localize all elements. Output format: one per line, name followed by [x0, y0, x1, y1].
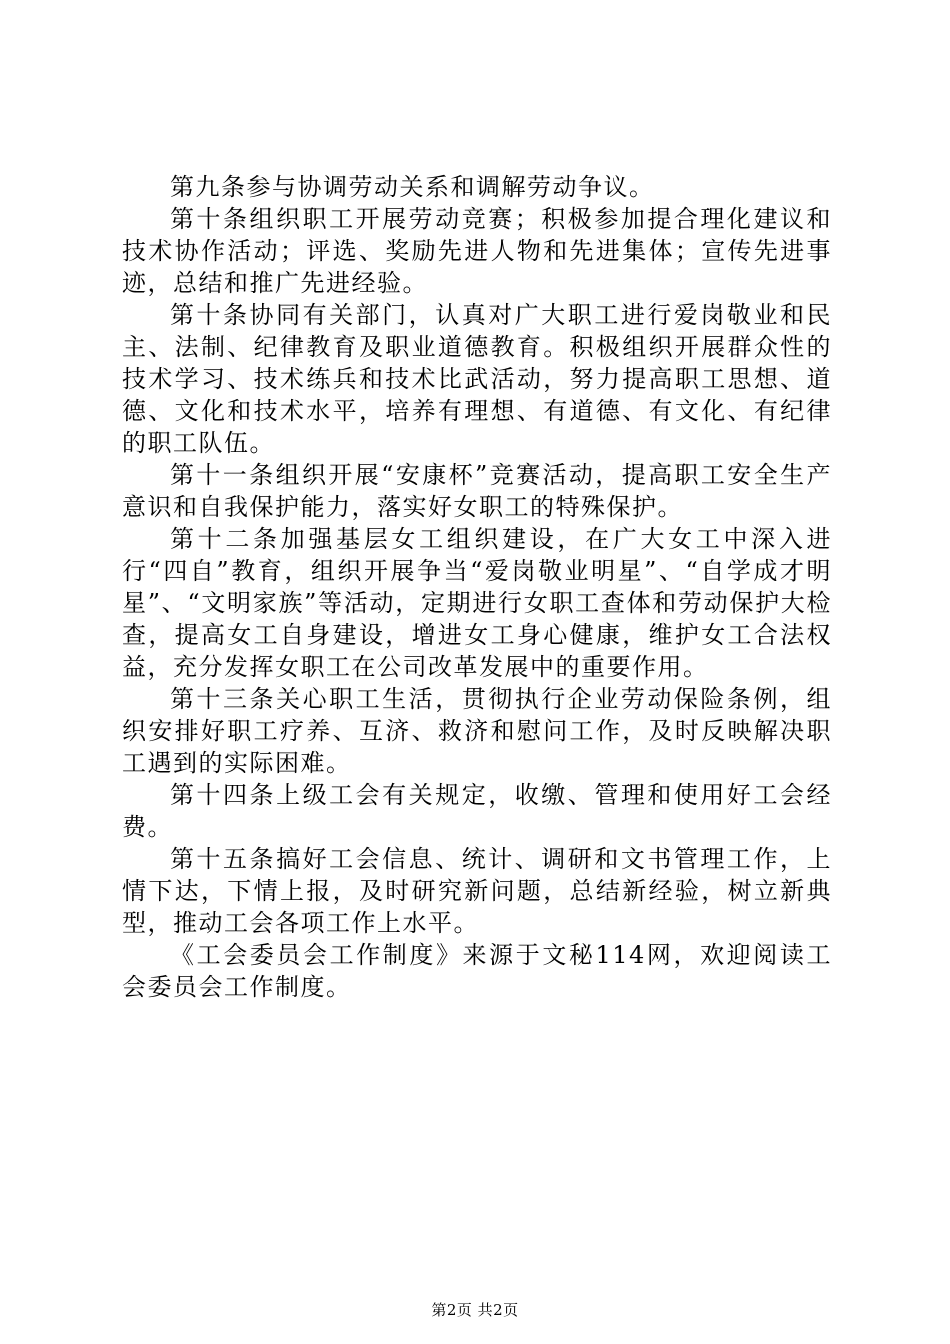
document-body: [122, 171, 832, 1003]
paragraph-article-13: 第十三条关心职工生活，贯彻执行企业劳动保险条例，组织安排好职工疗养、互济、救济和慰问工作，及时反映解决职工遇到的实际困难。: [122, 685, 832, 777]
paragraph-article-9: 第九条参与协调劳动关系和调解劳动争议。: [170, 173, 655, 201]
paragraph-article-10-competition: 第十条组织职工开展劳动竞赛；积极参加提合理化建议和技术协作活动；评选、奖励先进人物和先进集体；宣传先进事迹，总结和推广先进经验。: [122, 205, 832, 297]
paragraph-article-11: 第十一条组织开展“安康杯”竞赛活动，提高职工安全生产意识和自我保护能力，落实好女职工的特殊保护。: [122, 461, 832, 521]
paragraph-article-12: 第十二条加强基层女工组织建设，在广大女工中深入进行“四自”教育，组织开展争当“爱岗敬业明星”、“自学成才明星”、“文明家族”等活动，定期进行女职工查体和劳动保护大检查，提高女工自身建设，增进女工身心健康，维护女工合法权益，充分发挥女职工在公司改革发展中的重要作用。: [122, 525, 832, 681]
paragraph-article-15: 第十五条搞好工会信息、统计、调研和文书管理工作，上情下达，下情上报，及时研究新问题，总结新经验，树立新典型，推动工会各项工作上水平。: [122, 845, 832, 937]
paragraph-article-10-education: 第十条协同有关部门，认真对广大职工进行爱岗敬业和民主、法制、纪律教育及职业道德教育。积极组织开展群众性的技术学习、技术练兵和技术比武活动，努力提高职工思想、道德、文化和技术水平，培养有理想、有道德、有文化、有纪律的职工队伍。: [122, 301, 832, 457]
page-number-footer: 第2页 共2页: [431, 1301, 519, 1319]
paragraph-article-14: 第十四条上级工会有关规定，收缴、管理和使用好工会经费。: [122, 781, 832, 841]
paragraph-source-note: 《工会委员会工作制度》来源于文秘114网，欢迎阅读工会委员会工作制度。: [122, 941, 832, 1001]
